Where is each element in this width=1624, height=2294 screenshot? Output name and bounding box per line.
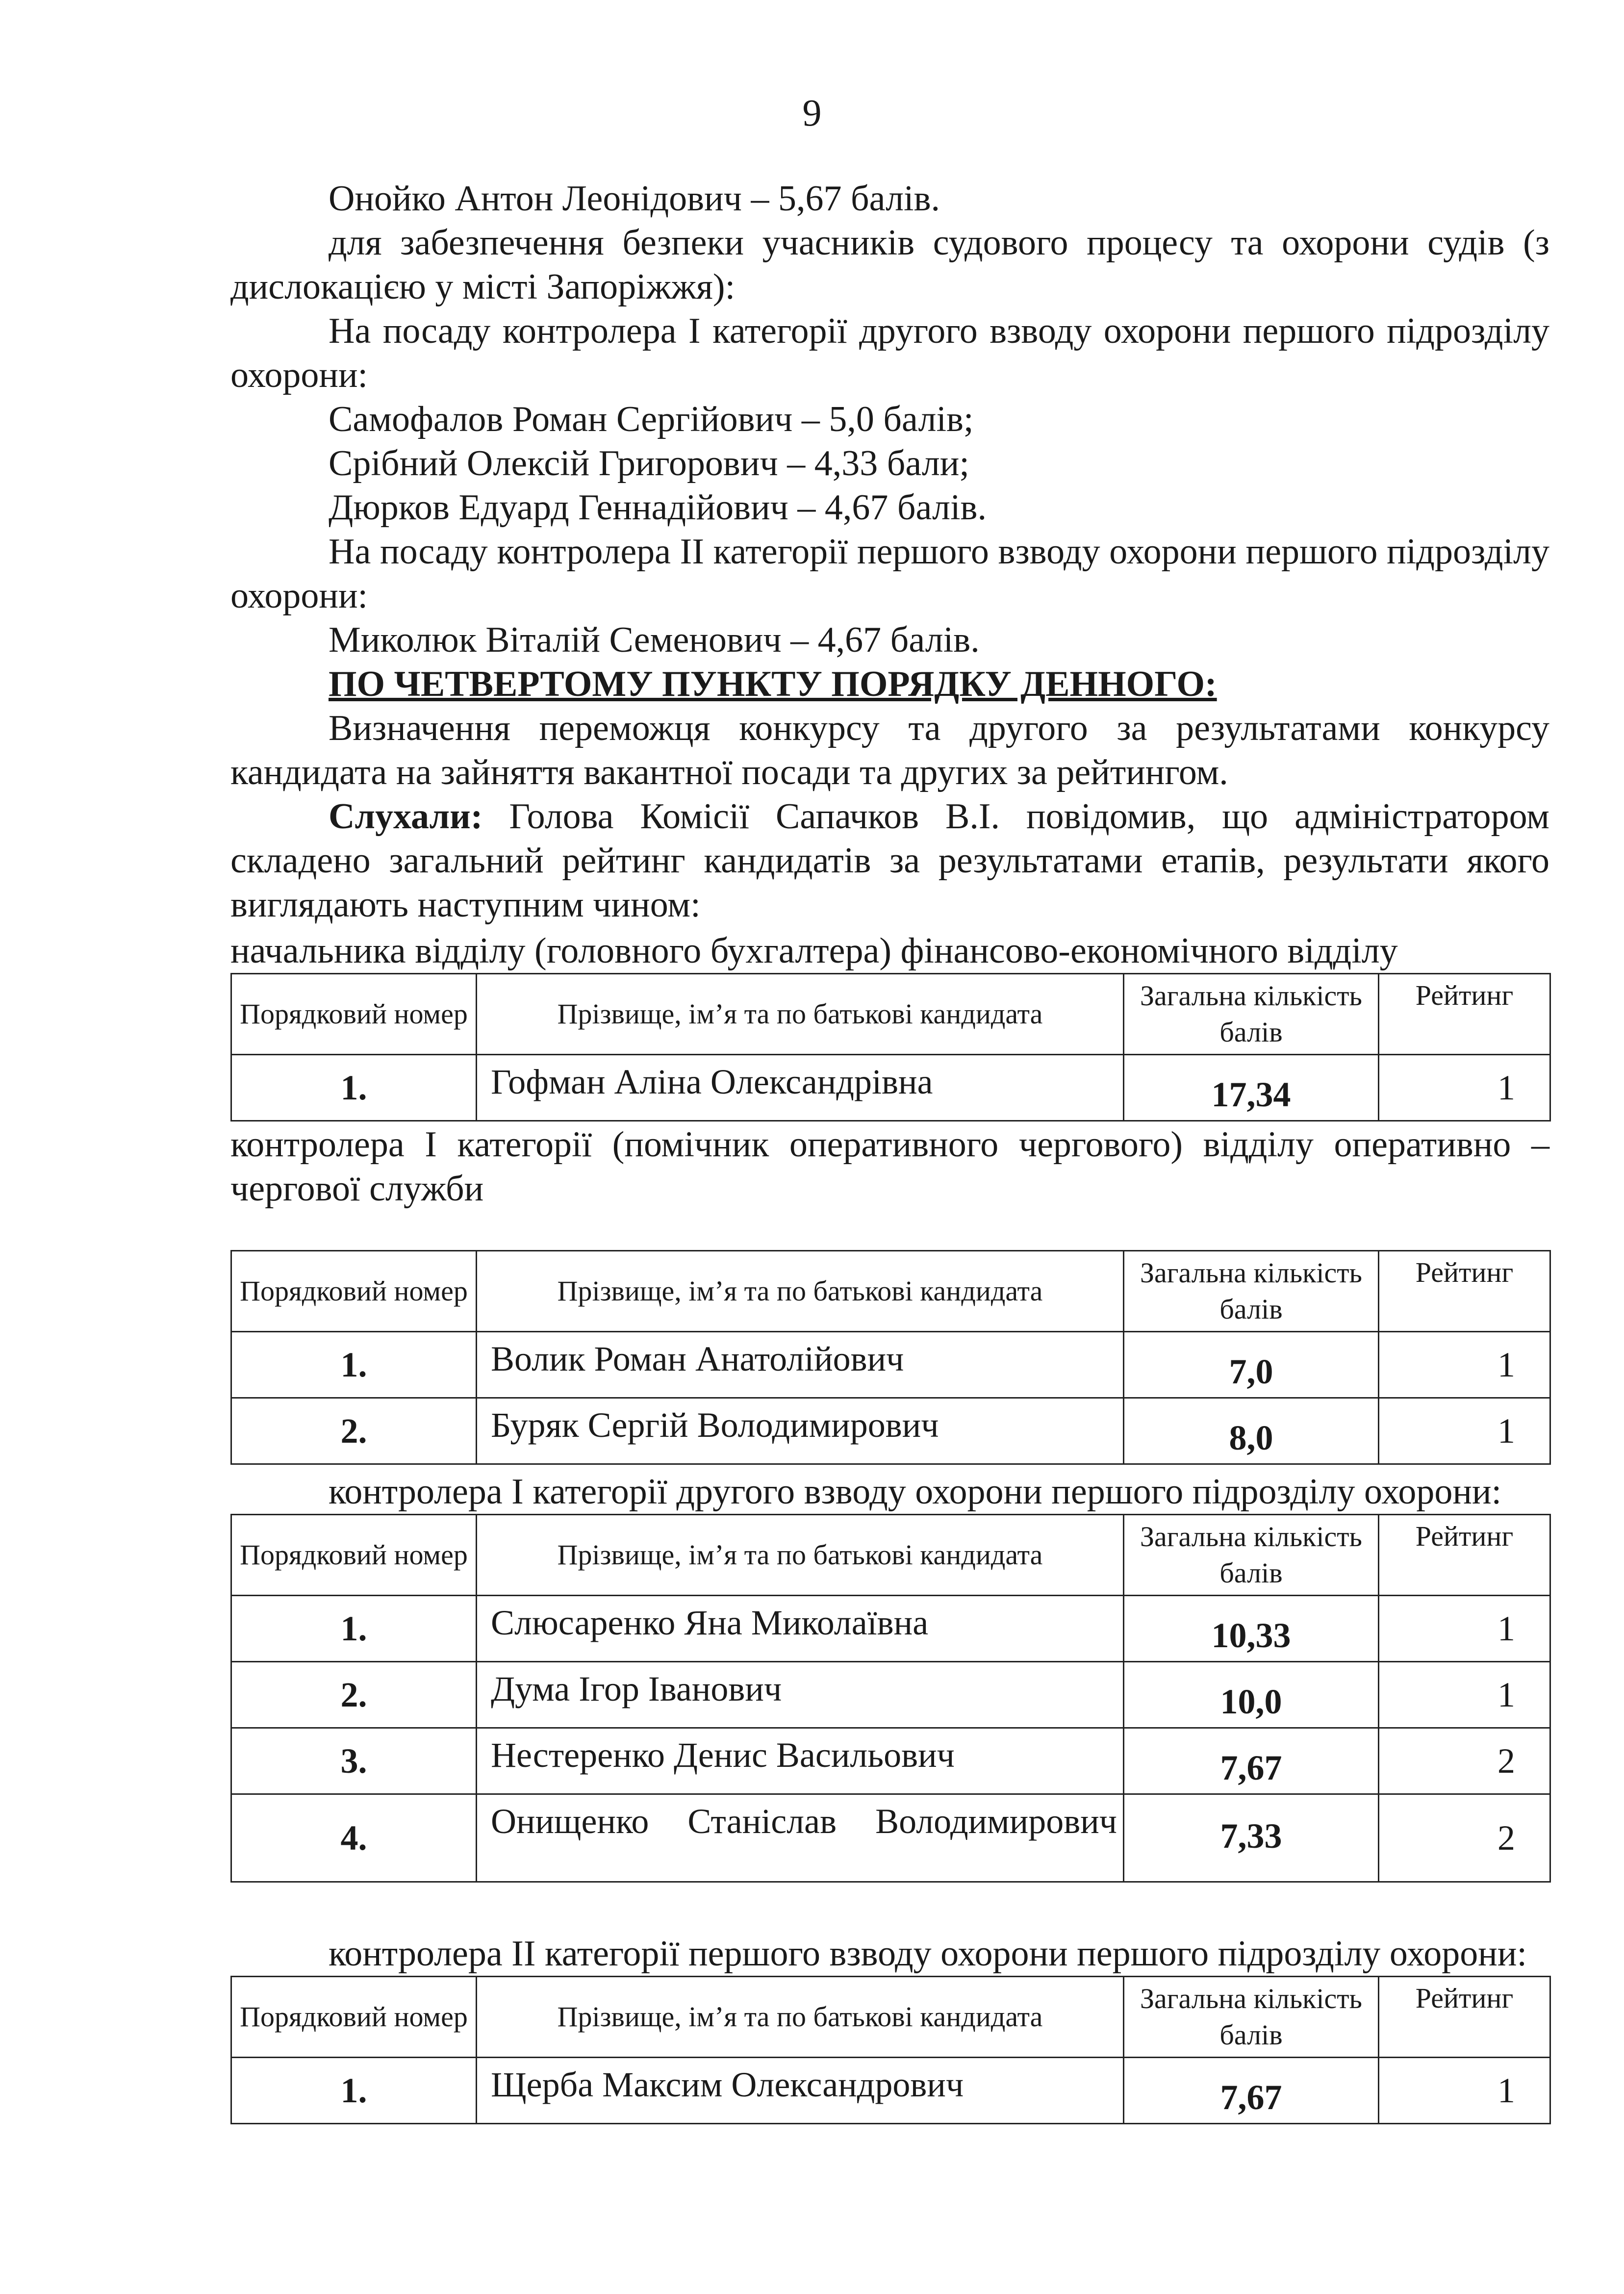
heard-paragraph	[230, 794, 1549, 927]
row-number: 1.	[231, 1055, 477, 1121]
row-rank: 1	[1379, 1332, 1550, 1398]
page-number: 9	[802, 91, 822, 134]
header-number: Порядковий номер	[231, 1977, 477, 2058]
row-rank: 1	[1379, 1055, 1550, 1121]
heard-text: Голова Комісії Сапачков В.І. повідомив, що адміністратором складено загальний рейтинг кандидатів за результатами етапів, результати якого виглядають наступним чином:	[230, 796, 1549, 925]
row-number: 1.	[231, 1596, 477, 1662]
table-header-row	[231, 974, 1550, 1055]
table-row	[231, 1794, 1550, 1882]
table-row	[231, 1596, 1550, 1662]
row-score: 7,67	[1124, 2058, 1379, 2124]
row-rank: 1	[1379, 1398, 1550, 1464]
row-name: Щерба Максим Олександрович	[477, 2058, 1124, 2124]
table-row	[231, 2058, 1550, 2124]
intro-line-2: для забезпечення безпеки учасників судового процесу та охорони судів (з дислокацією у місті Запоріжжя):	[230, 223, 1549, 307]
row-rank: 1	[1379, 1662, 1550, 1728]
header-number: Порядковий номер	[231, 1251, 477, 1332]
header-rating: Рейтинг	[1379, 974, 1550, 1055]
row-name: Онищенко Станіслав Володимирович	[477, 1794, 1124, 1882]
row-name: Гофман Аліна Олександрівна	[477, 1055, 1124, 1121]
table-row	[231, 1728, 1550, 1794]
rating-table-3	[230, 1514, 1551, 1883]
row-number: 2.	[231, 1398, 477, 1464]
row-score: 10,33	[1124, 1596, 1379, 1662]
header-score: Загальна кількість балів	[1124, 1977, 1379, 2058]
header-rating: Рейтинг	[1379, 1977, 1550, 2058]
intro-line-6: Дюрков Едуард Геннадійович – 4,67 балів.	[329, 487, 987, 528]
rating-table-4	[230, 1976, 1551, 2124]
header-score: Загальна кількість балів	[1124, 974, 1379, 1055]
row-score: 7,67	[1124, 1728, 1379, 1794]
header-number: Порядковий номер	[231, 1515, 477, 1596]
table-row	[231, 1398, 1550, 1464]
section-heading: ПО ЧЕТВЕРТОМУ ПУНКТУ ПОРЯДКУ ДЕННОГО:	[329, 664, 1217, 704]
rating-table-2	[230, 1250, 1551, 1465]
header-name: Прізвище, ім’я та по батькові кандидата	[477, 1515, 1124, 1596]
row-rank: 2	[1379, 1794, 1550, 1882]
intro-line-1: Онойко Антон Леонідович – 5,67 балів.	[329, 178, 940, 219]
row-score: 7,0	[1124, 1332, 1379, 1398]
table-caption-1: начальника відділу (головного бухгалтера) фінансово-економічного відділу	[230, 931, 1398, 971]
table-caption-4: контролера II категорії першого взводу охорони першого підрозділу охорони:	[329, 1934, 1527, 1974]
header-score: Загальна кількість балів	[1124, 1515, 1379, 1596]
row-score: 8,0	[1124, 1398, 1379, 1464]
header-rating: Рейтинг	[1379, 1251, 1550, 1332]
intro-line-4: Самофалов Роман Сергійович – 5,0 балів;	[329, 399, 974, 439]
intro-line-7: На посаду контролера II категорії першого взводу охорони першого підрозділу охорони:	[230, 532, 1549, 616]
row-name: Нестеренко Денис Васильович	[477, 1728, 1124, 1794]
header-score: Загальна кількість балів	[1124, 1251, 1379, 1332]
rating-table-1	[230, 973, 1551, 1122]
table-caption-2: контролера I категорії (помічник оперативного чергового) відділу оперативно – чергової служби	[230, 1124, 1549, 1209]
table-header-row	[231, 1251, 1550, 1332]
row-rank: 1	[1379, 1596, 1550, 1662]
row-number: 4.	[231, 1794, 477, 1882]
header-name: Прізвище, ім’я та по батькові кандидата	[477, 1251, 1124, 1332]
row-number: 3.	[231, 1728, 477, 1794]
header-rating: Рейтинг	[1379, 1515, 1550, 1596]
header-number: Порядковий номер	[231, 974, 477, 1055]
table-caption-3: контролера I категорії другого взводу охорони першого підрозділу охорони:	[329, 1472, 1502, 1512]
row-number: 1.	[231, 2058, 477, 2124]
row-number: 1.	[231, 1332, 477, 1398]
table-row	[231, 1662, 1550, 1728]
intro-line-8: Миколюк Віталій Семенович – 4,67 балів.	[329, 620, 980, 660]
row-score: 10,0	[1124, 1662, 1379, 1728]
table-header-row	[231, 1515, 1550, 1596]
section-text: Визначення переможця конкурсу та другого за результатами конкурсу кандидата на зайняття вакантної посади та других за рейтингом.	[230, 708, 1549, 792]
intro-line-5: Срібний Олексій Григорович – 4,33 бали;	[329, 443, 969, 484]
row-score: 7,33	[1124, 1794, 1379, 1882]
row-rank: 2	[1379, 1728, 1550, 1794]
row-score: 17,34	[1124, 1055, 1379, 1121]
row-name: Буряк Сергій Володимирович	[477, 1398, 1124, 1464]
heard-label: Слухали:	[329, 796, 483, 837]
document-body	[230, 177, 1549, 2124]
intro-line-3: На посаду контролера I категорії другого взводу охорони першого підрозділу охорони:	[230, 311, 1549, 395]
table-header-row	[231, 1977, 1550, 2058]
row-name: Слюсаренко Яна Миколаївна	[477, 1596, 1124, 1662]
header-name: Прізвище, ім’я та по батькові кандидата	[477, 1977, 1124, 2058]
row-name: Волик Роман Анатолійович	[477, 1332, 1124, 1398]
row-rank: 1	[1379, 2058, 1550, 2124]
table-row	[231, 1055, 1550, 1121]
header-name: Прізвище, ім’я та по батькові кандидата	[477, 974, 1124, 1055]
table-row	[231, 1332, 1550, 1398]
row-number: 2.	[231, 1662, 477, 1728]
row-name: Дума Ігор Іванович	[477, 1662, 1124, 1728]
